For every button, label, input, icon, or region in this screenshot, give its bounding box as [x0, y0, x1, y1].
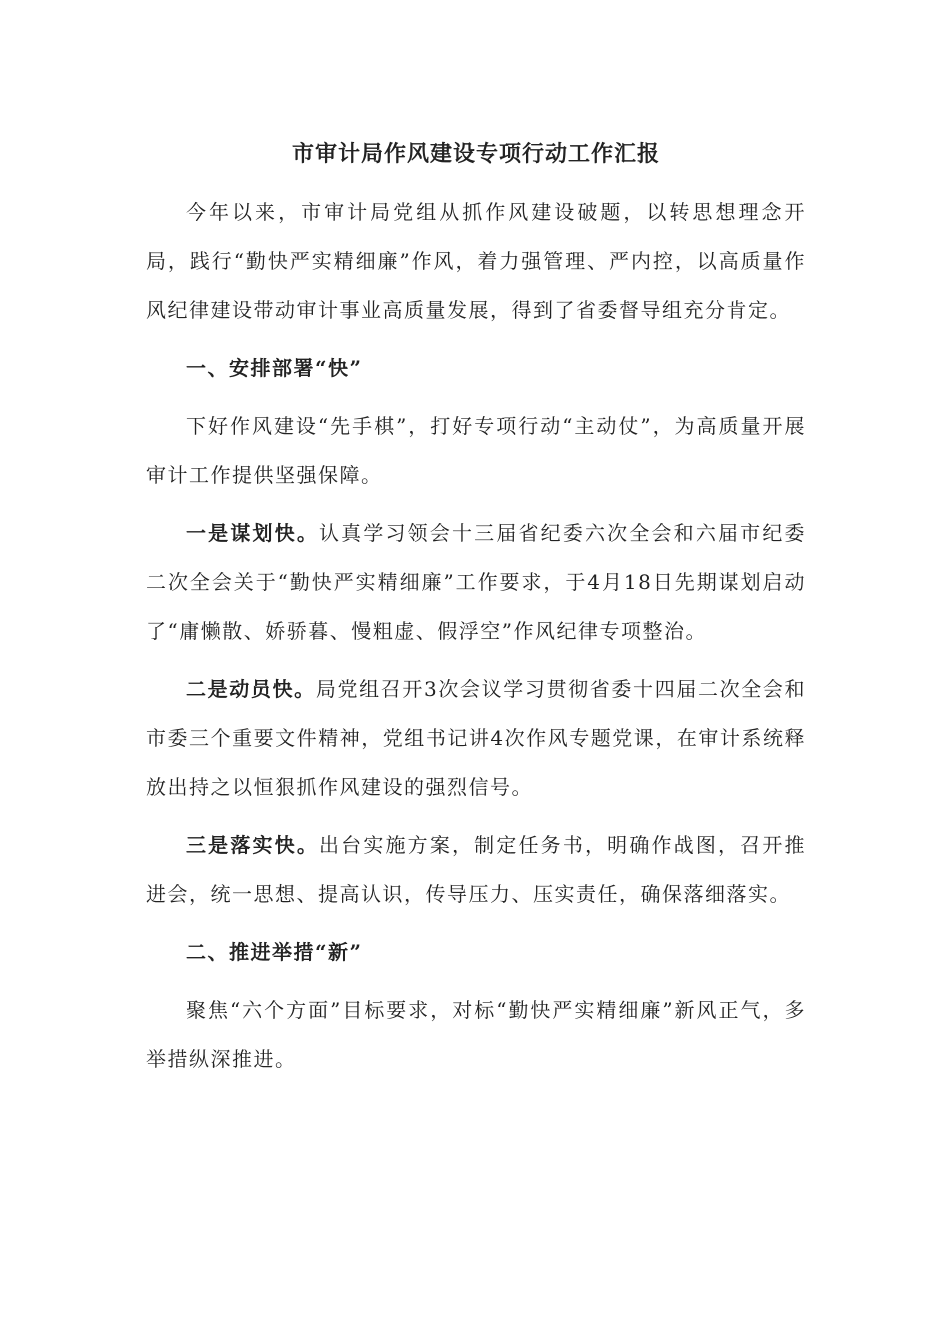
section-1-item-1 [146, 509, 806, 656]
intro-paragraph: 今年以来，市审计局党组从抓作风建设破题，以转思想理念开局，践行“勤快严实精细廉”作风，着力强管理、严内控，以高质量作风纪律建设带动审计事业高质量发展，得到了省委督导组充分肯定。 [146, 200, 806, 322]
section-1-item-2 [146, 665, 806, 812]
item-1-text: 认真学习领会十三届省纪委六次全会和六届市纪委二次全会关于“勤快严实精细廉”工作要求，于4月18日先期谋划启动了“庸懒散、娇骄暮、慢粗虚、假浮空”作风纪律专项整治。 [146, 521, 806, 643]
section-2-summary: 聚焦“六个方面”目标要求，对标“勤快严实精细廉”新风正气，多举措纵深推进。 [146, 998, 806, 1071]
section-1-summary: 下好作风建设“先手棋”，打好专项行动“主动仗”，为高质量开展审计工作提供坚强保障。 [146, 414, 806, 487]
section-1-item-3 [146, 821, 806, 919]
section-2-heading: 二、推进举措“新” [186, 940, 363, 964]
item-3-text: 出台实施方案，制定任务书，明确作战图，召开推进会，统一思想、提高认识，传导压力、压实责任，确保落细落实。 [146, 833, 806, 906]
item-1-lead: 一是谋划快。 [186, 521, 319, 545]
document-page [146, 128, 806, 1093]
item-2-lead: 二是动员快。 [186, 677, 316, 701]
document-title: 市审计局作风建设专项行动工作汇报 [291, 141, 660, 167]
section-1-heading: 一、安排部署“快” [186, 356, 363, 380]
item-3-lead: 三是落实快。 [186, 833, 319, 857]
item-2-text: 局党组召开3次会议学习贯彻省委十四届二次全会和市委三个重要文件精神，党组书记讲4次作风专题党课，在审计系统释放出持之以恒狠抓作风建设的强烈信号。 [146, 677, 806, 799]
